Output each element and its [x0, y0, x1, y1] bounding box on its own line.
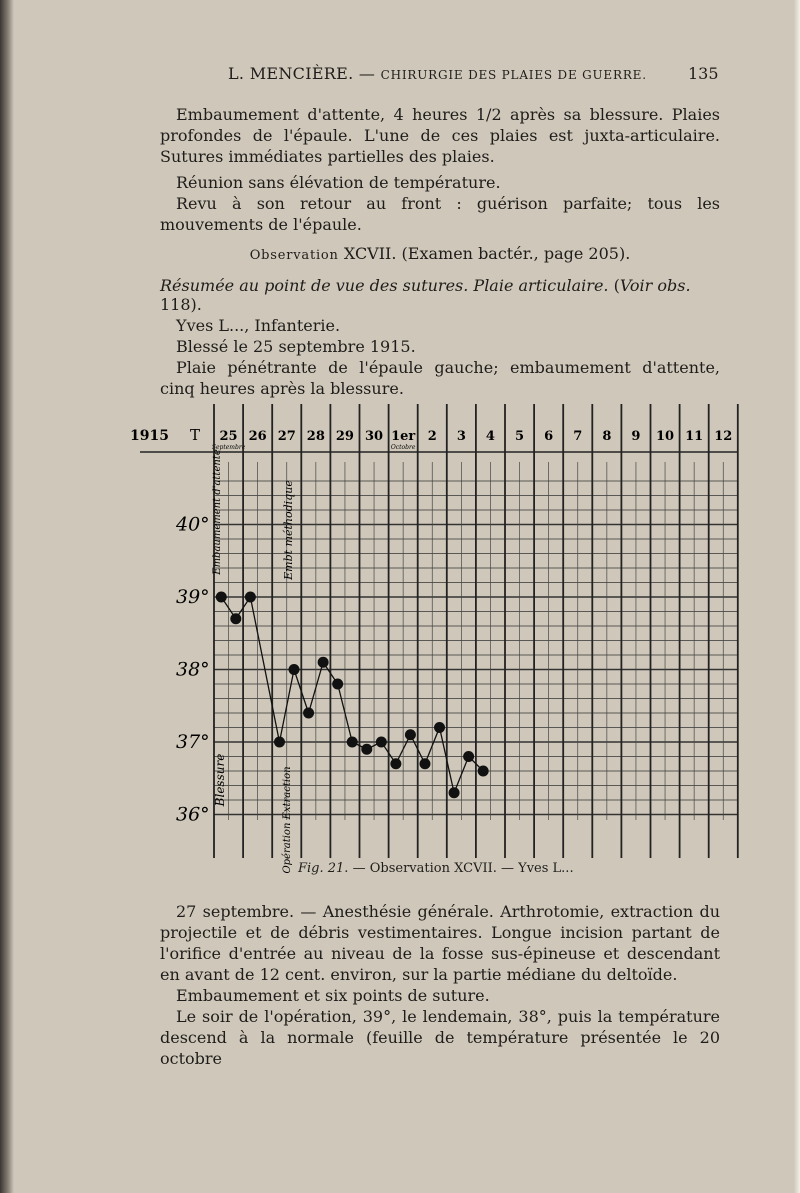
temperature-point — [318, 657, 329, 668]
summary-italic: Résumée au point de vue des sutures. Plaie articulaire. — [160, 276, 609, 295]
observation-summary: Résumée au point de vue des sutures. Plaie articulaire. (Voir obs. 118). — [160, 276, 691, 314]
temperature-point — [230, 613, 241, 624]
observation-number: XCVII. (Examen bactér., page 205). — [343, 244, 631, 263]
temperature-point — [332, 679, 343, 690]
observation-title — [160, 244, 720, 263]
figure-caption — [298, 861, 574, 876]
day-label: 5 — [515, 429, 525, 444]
header-author: L. MENCIÈRE. — — [228, 64, 376, 83]
annotation: Embaumement d'attente — [212, 449, 223, 575]
day-label: 29 — [335, 429, 354, 444]
temperature-series-line — [221, 597, 483, 793]
day-label: 26 — [248, 429, 267, 444]
temperature-point — [274, 737, 285, 748]
temperature-point — [449, 787, 460, 798]
wounded-date-line: Blessé le 25 septembre 1915. — [176, 337, 416, 356]
day-label: 30 — [365, 429, 384, 444]
y-tick-label: 36° — [176, 803, 210, 826]
temperature-point — [245, 592, 256, 603]
temperature-point — [434, 722, 445, 733]
temperature-point — [376, 737, 387, 748]
observation-label: Observation — [249, 248, 339, 263]
annotation: Blessure — [213, 753, 227, 807]
patient-line: Yves L..., Infanterie. — [176, 316, 341, 335]
month-label: Septembre — [211, 444, 246, 451]
day-label: 4 — [485, 429, 495, 444]
day-label: 1er — [391, 429, 416, 444]
day-label: 7 — [573, 429, 583, 444]
paragraph-revu: Revu à son retour au front : guérison parfaite; tous les mouvements de l'épaule. — [160, 194, 720, 234]
paragraph-soir-operation: Le soir de l'opération, 39°, le lendemain, 38°, puis la température descend à la normale (feuille de température présentée le 20 octobre — [160, 1007, 720, 1068]
temperature-point — [405, 729, 416, 740]
figure-caption-text: — Observation XCVII. — Yves L... — [352, 861, 574, 876]
t-label: T — [190, 426, 201, 444]
day-label: 28 — [306, 429, 325, 444]
day-label: 25 — [219, 429, 238, 444]
page-number: 135 — [688, 64, 719, 83]
y-tick-label: 40° — [176, 513, 210, 536]
day-label: 2 — [427, 429, 437, 444]
paragraph-27-septembre: 27 septembre. — Anesthésie générale. Arthrotomie, extraction du projectile et de débris vestimentaires. Longue incision partant de l'orifice d'entrée au niveau de la fosse sus-épineuse et descendant en avant de 12 cent. environ, sur la partie médiane du deltoïde. — [160, 902, 720, 984]
day-label: 6 — [544, 429, 554, 444]
header-title: CHIRURGIE DES PLAIES DE GUERRE. — [380, 68, 647, 82]
annotation: Embt méthodique — [282, 480, 296, 580]
summary-reference: Voir obs. — [619, 276, 691, 295]
day-label: 9 — [631, 429, 641, 444]
figure-number: Fig. 21. — [298, 861, 349, 876]
y-tick-label: 37° — [176, 731, 210, 753]
day-label: 12 — [714, 429, 733, 444]
temperature-point — [390, 758, 401, 769]
day-label: 8 — [602, 429, 612, 444]
paragraph-six-points: Embaumement et six points de suture. — [176, 986, 490, 1005]
temperature-point — [347, 737, 358, 748]
month-label: Octobre — [390, 444, 416, 451]
day-label: 10 — [656, 429, 675, 444]
temperature-point — [463, 751, 474, 762]
paragraph-embaumement: Embaumement d'attente, 4 heures 1/2 après sa blessure. Plaies profondes de l'épaule. L'une de ces plaies est juxta-articulaire. Sutures immédiates partielles des plaies. — [160, 105, 720, 166]
temperature-point — [216, 592, 227, 603]
day-label: 27 — [277, 429, 296, 444]
day-label: 11 — [685, 429, 704, 444]
wound-description: Plaie pénétrante de l'épaule gauche; embaumement d'attente, cinq heures après la blessure. — [160, 358, 720, 398]
year-label: 1915 — [130, 428, 169, 444]
day-label: 3 — [456, 429, 466, 444]
temperature-chart — [0, 400, 800, 880]
y-tick-label: 38° — [176, 658, 210, 681]
temperature-point — [289, 664, 300, 675]
temperature-point — [419, 758, 430, 769]
running-header — [228, 64, 718, 83]
annotation: Opération Extraction — [282, 766, 294, 874]
temperature-point — [478, 766, 489, 777]
paragraph-reunion: Réunion sans élévation de température. — [176, 173, 501, 192]
y-tick-label: 39° — [176, 586, 210, 608]
temperature-point — [361, 744, 372, 755]
temperature-point — [303, 708, 314, 719]
